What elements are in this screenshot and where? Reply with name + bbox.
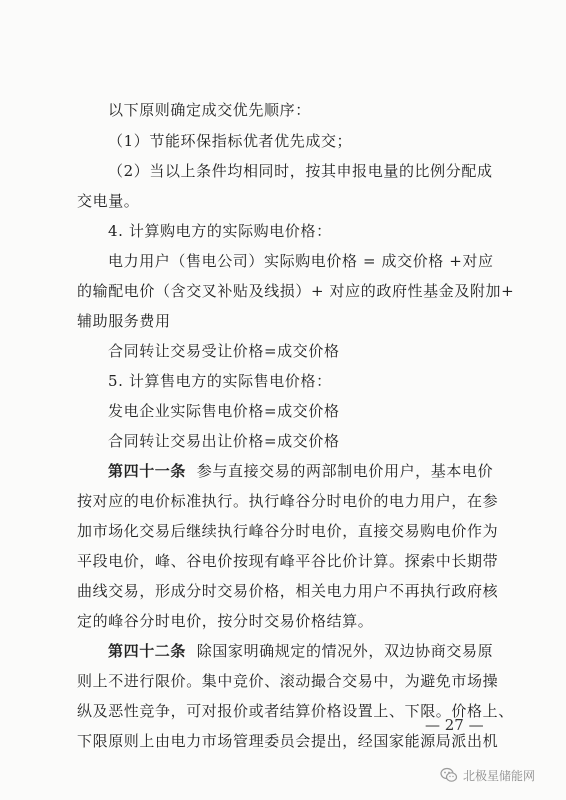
text-line: 合同转让交易出让价格=成交价格: [108, 432, 340, 450]
text-line: 辅助服务费用: [77, 312, 171, 330]
text-line: 曲线交易，形成分时交易价格，相关电力用户不再执行政府核: [77, 582, 499, 600]
article-41-first-line: [108, 461, 493, 481]
text-line: 合同转让交易受让价格=成交价格: [108, 342, 340, 360]
wechat-icon: [440, 766, 458, 784]
text-line: （1）节能环保指标优者优先成交；: [108, 132, 353, 150]
text-line: 下限原则上由电力市场管理委员会提出，经国家能源局派出机: [77, 732, 499, 750]
text-line: 5. 计算售电方的实际售电价格：: [108, 372, 332, 390]
text-line: 的输配电价（含交叉补贴及线损）+ 对应的政府性基金及附加+: [77, 282, 515, 300]
text-line: 则上不进行限价。集中竞价、滚动撮合交易中，为避免市场操: [77, 672, 499, 690]
watermark-text: 北极星储能网: [463, 768, 536, 783]
watermark: [440, 766, 535, 784]
text-line: 发电企业实际售电价格=成交价格: [108, 402, 340, 420]
article-41-text: 参与直接交易的两部制电价用户，基本电价: [196, 462, 494, 480]
text-line: （2）当以上条件均相同时，按其申报电量的比例分配成: [108, 162, 493, 180]
article-42-text: 除国家明确规定的情况外，双边协商交易原: [196, 642, 494, 660]
text-line: 电力用户（售电公司）实际购电价格 = 成交价格 +对应: [108, 252, 494, 270]
text-line: 4. 计算购电方的实际购电价格：: [108, 222, 332, 240]
article-41-heading: 第四十一条: [108, 462, 187, 480]
text-line: 平段电价，峰、谷电价按现有峰平谷比价计算。探索中长期带: [77, 552, 499, 570]
article-42-first-line: [108, 641, 493, 661]
text-line: 交电量。: [77, 192, 140, 210]
text-line: 按对应的电价标准执行。执行峰谷分时电价的电力用户，在参: [77, 492, 499, 510]
text-line: 加市场化交易后继续执行峰谷分时电价，直接交易购电价作为: [77, 522, 499, 540]
article-42-heading: 第四十二条: [108, 642, 187, 660]
text-line: 以下原则确定成交优先顺序：: [108, 101, 311, 119]
page-number: — 27 —: [425, 716, 484, 734]
text-line: 纵及恶性竞争，可对报价或者结算价格设置上、下限。价格上、: [77, 702, 514, 720]
text-line: 定的峰谷分时电价，按分时交易价格结算。: [77, 612, 374, 630]
